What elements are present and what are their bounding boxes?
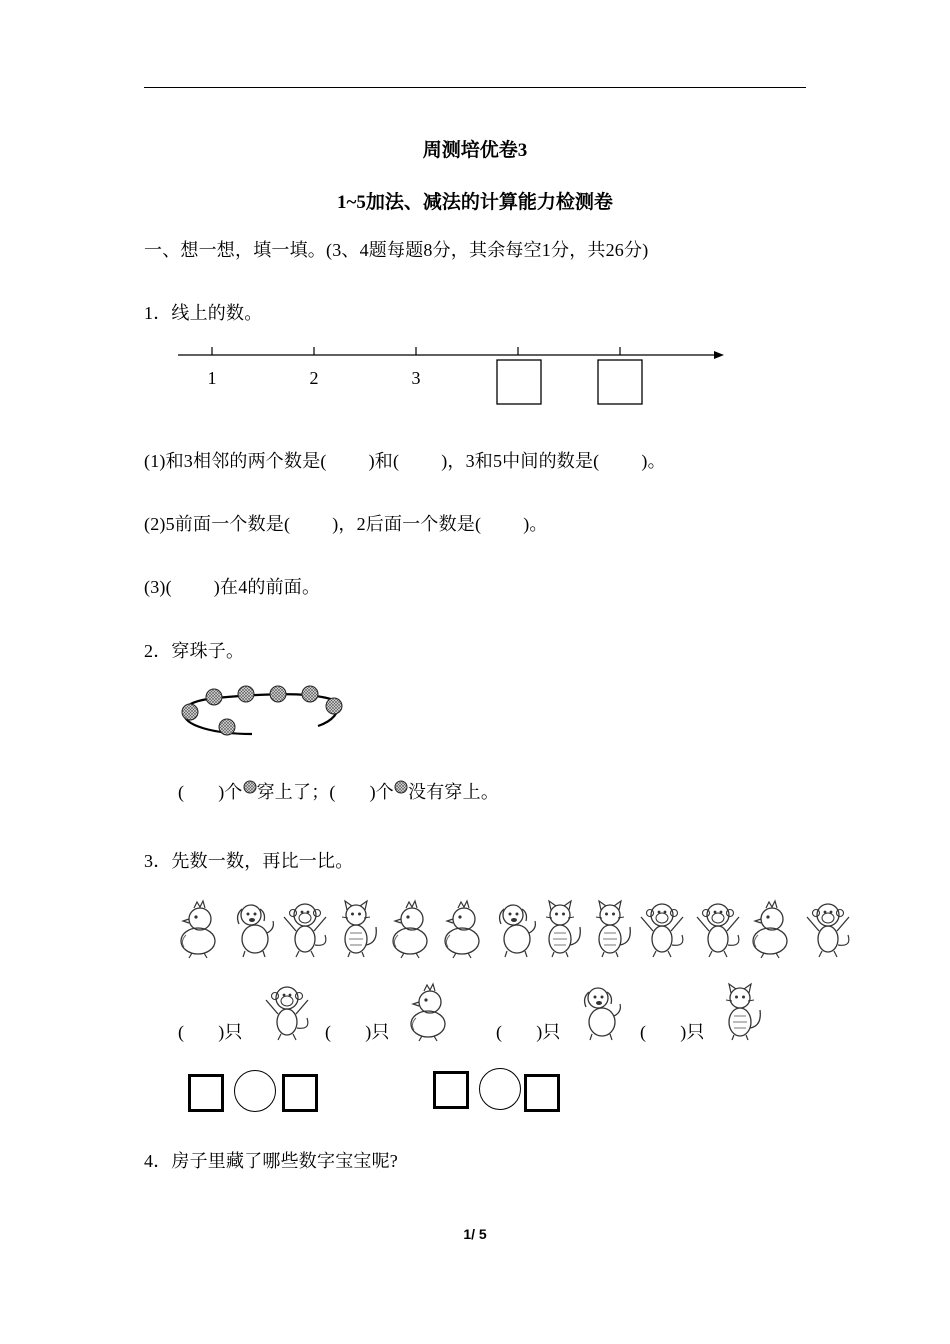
compare-box[interactable] [433, 1071, 469, 1109]
question-1-part-1: (1)和3相邻的两个数是( )和( )，3和5中间的数是( )。 [144, 451, 666, 471]
tick-label-3: 3 [411, 368, 421, 388]
count-monkey: ( )只 [178, 1022, 243, 1042]
page-number: 1/ 5 [463, 1226, 487, 1242]
page-subtitle: 1~5加法、减法的计算能力检测卷 [337, 192, 613, 213]
count-cat: ( )只 [640, 1022, 705, 1042]
count-chick: ( )只 [325, 1022, 390, 1042]
question-1-part-2: (2)5前面一个数是( )，2后面一个数是( )。 [144, 514, 548, 534]
tick-label-1: 1 [207, 368, 217, 388]
count-dog: ( )只 [496, 1022, 561, 1042]
question-4-label: 4．房子里藏了哪些数字宝宝呢? [144, 1151, 398, 1171]
compare-box[interactable] [188, 1074, 224, 1112]
compare-circle[interactable] [479, 1068, 521, 1110]
cat-icon [726, 984, 760, 1040]
question-1-part-3: (3)( )在4的前面。 [144, 577, 321, 597]
question-2-answer: ( )个 穿上了；( )个 没有穿上。 [178, 782, 500, 802]
section-heading: 一、想一想，填一填。(3、4题每题8分，其余每空1分，共26分) [144, 240, 649, 260]
compare-box[interactable] [524, 1074, 560, 1112]
question-3-label: 3．先数一数，再比一比。 [144, 851, 354, 871]
question-2-label: 2．穿珠子。 [144, 641, 245, 661]
compare-circle[interactable] [234, 1070, 276, 1112]
dog-icon [585, 988, 621, 1040]
chick-icon [411, 984, 445, 1041]
page-title: 周测培优卷3 [422, 140, 528, 161]
monkey-icon [266, 987, 308, 1040]
compare-box[interactable] [282, 1074, 318, 1112]
question-1-label: 1．线上的数。 [144, 303, 263, 323]
tick-label-2: 2 [309, 368, 319, 388]
